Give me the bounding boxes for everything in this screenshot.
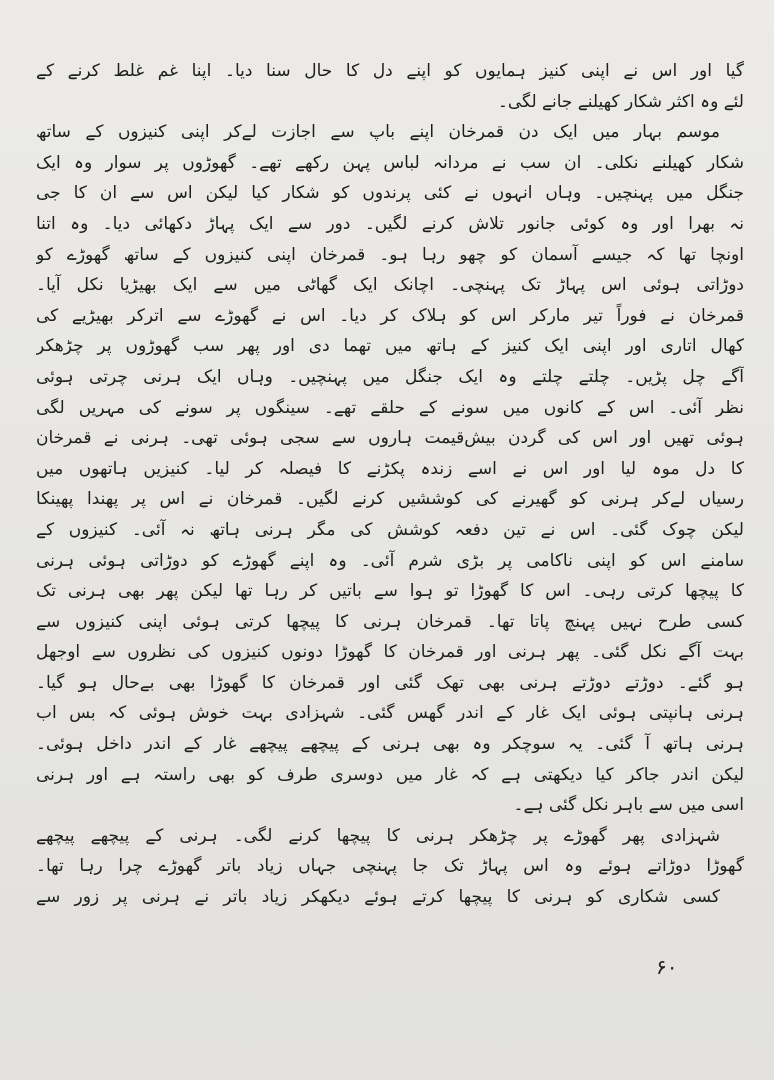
text-line: اسی میں سے باہر نکل گئی ہے۔ bbox=[513, 795, 744, 816]
text-line: رسیاں لےکر ہرنی کو گھیرنے کی کوششیں کرنے لگیں۔ قمرخان نے اس پر پھندا پھینکا bbox=[36, 489, 744, 510]
text-line: کا دل موہ لیا اور اس نے اسے زندہ پکڑنے کا فیصلہ کر لیا۔ کنیزیں ہاتھوں میں bbox=[36, 458, 744, 479]
text-line: لئے وہ اکثر شکار کھیلنے جانے لگی۔ bbox=[497, 91, 744, 112]
text-line: نظر آئی۔ اس کے کانوں میں سونے کے حلقے تھے۔ سینگوں پر سونے کی مہریں لگی bbox=[36, 397, 744, 418]
text-line: کھال اتاری اور اپنی ایک کنیز کے ہاتھ میں تھما دی اور پھر سب گھوڑوں پر چڑھکر bbox=[36, 336, 744, 357]
text-line: ہرنی ہانپتی ہوئی ایک غار کے اندر گھس گئی۔ شہزادی بہت خوش ہوئی کہ بس اب bbox=[36, 703, 744, 724]
text-line: سامنے اس کو اپنی ناکامی پر بڑی شرم آئی۔ وہ اپنے گھوڑے کو دوڑاتی ہوئی ہرنی bbox=[36, 550, 744, 571]
page-number: ۶۰ bbox=[656, 955, 678, 979]
text-line: جنگل میں پہنچیں۔ وہاں انہوں نے کئی پرندوں کو شکار کیا لیکن اس سے ان کا جی bbox=[36, 183, 744, 204]
text-line: ہو گئے۔ دوڑتے دوڑتے ہرنی بھی تھک گئی اور قمرخان کا گھوڑا بھی بےحال ہو گیا۔ bbox=[36, 672, 744, 693]
text-line: شکار کھیلنے نکلی۔ ان سب نے مردانہ لباس پہن رکھے تھے۔ گھوڑوں پر سوار وہ ایک bbox=[36, 152, 744, 173]
text-line: اونچا تھا کہ جیسے آسمان کو چھو رہا ہو۔ قمرخان اپنی کنیزوں کے ساتھ گھوڑے کو bbox=[36, 244, 744, 265]
text-line: گیا اور اس نے اپنی کنیز ہمایوں کو اپنے دل کا حال سنا دیا۔ اپنا غم غلط کرنے کے bbox=[36, 61, 744, 81]
text-line: کا پیچھا کرتی رہی۔ اس کا گھوڑا تو ہوا سے باتیں کر رہا تھا لیکن پھر بھی ہرنی تک bbox=[36, 581, 744, 602]
text-line: کسی شکاری کو ہرنی کا پیچھا کرتے ہوئے دیکھکر زیاد باتر نے ہرنی پر زور سے bbox=[36, 887, 720, 908]
text-line: شہزادی پھر گھوڑے پر چڑھکر ہرنی کا پیچھا کرنے لگی۔ ہرنی کے پیچھے پیچھے bbox=[36, 825, 720, 846]
text-line: گھوڑا دوڑاتے ہوئے وہ اس پہاڑ تک جا پہنچی جہاں زیاد باتر گھوڑے چرا رہا تھا۔ bbox=[36, 856, 744, 877]
text-line: کسی طرح نہیں پہنچ پاتا تھا۔ قمرخان ہرنی کا پیچھا کرتی ہوئی اپنی کنیزوں سے bbox=[36, 611, 744, 632]
text-line: آگے چل پڑیں۔ چلتے چلتے وہ ایک جنگل میں پہنچیں۔ وہاں ایک ہرنی چرتی ہوئی bbox=[36, 366, 744, 387]
text-line: دوڑاتی ہوئی اس پہاڑ تک پہنچی۔ اچانک ایک گھاٹی میں سے ایک بھیڑیا نکل آیا۔ bbox=[36, 275, 744, 296]
text-line: لیکن چوک گئی۔ اس نے تین دفعہ کوشش کی مگر ہرنی ہاتھ نہ آئی۔ کنیزوں کے bbox=[36, 519, 744, 540]
text-line: لیکن اندر جاکر کیا دیکھتی ہے کہ غار میں دوسری طرف کو بھی راستہ ہے اور ہرنی bbox=[36, 764, 744, 785]
text-line: موسم بہار میں ایک دن قمرخان اپنے باپ سے اجازت لےکر اپنی کنیزوں کے ساتھ bbox=[36, 122, 720, 143]
text-line: ہوئی تھیں اور اس کی گردن بیش‌قیمت ہاروں سے سجی ہوئی تھی۔ ہرنی نے قمرخان bbox=[36, 428, 744, 449]
urdu-text-body bbox=[36, 56, 744, 913]
text-line: بہت آگے نکل گئی۔ پھر ہرنی اور قمرخان کا گھوڑا دونوں کنیزوں کی نظروں سے اوجھل bbox=[36, 642, 744, 663]
text-line: قمرخان نے فوراً تیر مارکر اس کو ہلاک کر دیا۔ اس نے گھوڑے سے اترکر بھیڑیے کی bbox=[36, 305, 744, 326]
text-line: ہرنی ہاتھ آ گئی۔ یہ سوچکر وہ بھی ہرنی کے پیچھے پیچھے غار کے اندر داخل ہوئی۔ bbox=[36, 734, 744, 755]
text-line: نہ بھرا اور وہ کوئی جانور تلاش کرنے لگیں۔ دور سے ایک پہاڑ دکھائی دیا۔ وہ اتنا bbox=[36, 213, 744, 234]
